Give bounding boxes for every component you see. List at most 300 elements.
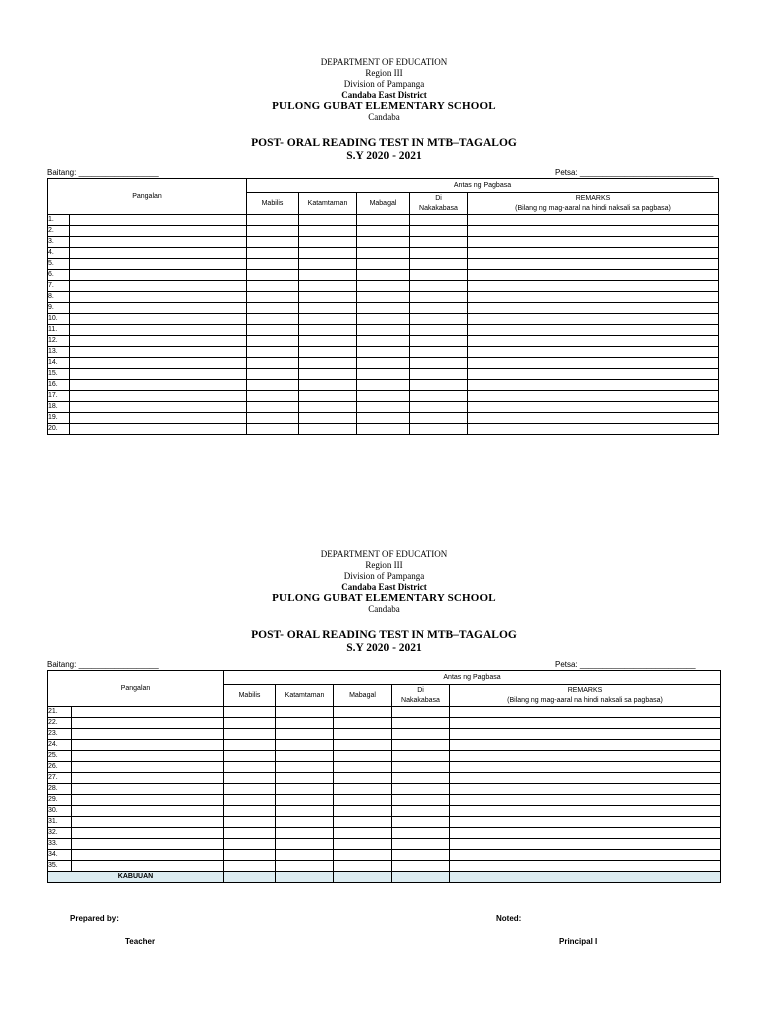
- di-nakakabasa-cell[interactable]: [410, 226, 468, 237]
- row-number: 19.: [48, 413, 70, 424]
- mabilis-cell[interactable]: [247, 369, 299, 380]
- name-cell[interactable]: [70, 226, 247, 237]
- mabilis-cell[interactable]: [224, 795, 276, 806]
- name-cell[interactable]: [70, 325, 247, 336]
- mabagal-cell[interactable]: [357, 325, 410, 336]
- row-number: 15.: [48, 369, 70, 380]
- remarks-cell[interactable]: [468, 303, 719, 314]
- reading-table-2: [47, 670, 721, 883]
- di-nakakabasa-cell[interactable]: [410, 358, 468, 369]
- mabagal-cell[interactable]: [334, 795, 392, 806]
- katamtaman-cell[interactable]: [299, 237, 357, 248]
- mabilis-cell[interactable]: [247, 336, 299, 347]
- remarks-cell[interactable]: [468, 413, 719, 424]
- remarks-cell[interactable]: [468, 380, 719, 391]
- name-cell[interactable]: [70, 380, 247, 391]
- mabagal-cell[interactable]: [357, 336, 410, 347]
- remarks-cell[interactable]: [468, 369, 719, 380]
- mabilis-cell[interactable]: [247, 424, 299, 435]
- katamtaman-cell[interactable]: [276, 828, 334, 839]
- name-cell[interactable]: [72, 861, 224, 872]
- row-number: 16.: [48, 380, 70, 391]
- di-nakakabasa-cell[interactable]: [410, 281, 468, 292]
- katamtaman-cell[interactable]: [299, 424, 357, 435]
- mabilis-cell[interactable]: [247, 292, 299, 303]
- name-cell[interactable]: [72, 806, 224, 817]
- table-row: [48, 259, 719, 270]
- remarks-cell[interactable]: [468, 237, 719, 248]
- mabilis-cell[interactable]: [247, 391, 299, 402]
- mabagal-cell[interactable]: [357, 402, 410, 413]
- remarks-cell[interactable]: [468, 358, 719, 369]
- name-cell[interactable]: [72, 740, 224, 751]
- total-row: [48, 872, 721, 883]
- row-number: 6.: [48, 270, 70, 281]
- di-nakakabasa-cell[interactable]: [392, 751, 450, 762]
- mabilis-cell[interactable]: [224, 828, 276, 839]
- name-cell[interactable]: [72, 773, 224, 784]
- mabilis-cell[interactable]: [247, 402, 299, 413]
- row-number: 29.: [48, 795, 72, 806]
- mabilis-cell[interactable]: [224, 817, 276, 828]
- header-school: PULONG GUBAT ELEMENTARY SCHOOL: [272, 100, 496, 112]
- table-row: [48, 861, 721, 872]
- di-line2: Nakakabasa: [401, 696, 440, 704]
- row-number: 14.: [48, 358, 70, 369]
- di-nakakabasa-cell[interactable]: [410, 314, 468, 325]
- col-header-remarks: [450, 685, 721, 707]
- remarks-cell[interactable]: [450, 806, 721, 817]
- mabilis-cell[interactable]: [247, 303, 299, 314]
- total-label: KABUUAN: [48, 872, 224, 883]
- katamtaman-cell[interactable]: [299, 380, 357, 391]
- mabilis-cell[interactable]: [247, 281, 299, 292]
- mabilis-cell[interactable]: [247, 325, 299, 336]
- mabagal-cell[interactable]: [334, 773, 392, 784]
- table-row: [48, 402, 719, 413]
- mabilis-cell[interactable]: [224, 861, 276, 872]
- katamtaman-cell[interactable]: [299, 259, 357, 270]
- katamtaman-cell[interactable]: [276, 718, 334, 729]
- katamtaman-cell[interactable]: [299, 248, 357, 259]
- mabagal-cell[interactable]: [334, 817, 392, 828]
- title-main: POST- ORAL READING TEST IN MTB–TAGALOG: [251, 137, 517, 149]
- di-nakakabasa-cell[interactable]: [410, 347, 468, 358]
- di-nakakabasa-cell[interactable]: [410, 391, 468, 402]
- col-header-di-nakakabasa: [410, 193, 468, 215]
- remarks-cell[interactable]: [468, 281, 719, 292]
- total-cell[interactable]: [276, 872, 334, 883]
- remarks-cell[interactable]: [450, 784, 721, 795]
- remarks-cell[interactable]: [450, 839, 721, 850]
- di-line1: Di: [435, 194, 442, 202]
- di-nakakabasa-cell[interactable]: [392, 828, 450, 839]
- mabagal-cell[interactable]: [334, 751, 392, 762]
- mabilis-cell[interactable]: [224, 850, 276, 861]
- mabagal-cell[interactable]: [334, 839, 392, 850]
- col-header-katamtaman: Katamtaman: [276, 685, 334, 707]
- mabagal-cell[interactable]: [357, 369, 410, 380]
- mabilis-cell[interactable]: [224, 751, 276, 762]
- row-number: 22.: [48, 718, 72, 729]
- petsa-field: Petsa: ______________________________: [555, 168, 714, 177]
- di-nakakabasa-cell[interactable]: [410, 413, 468, 424]
- row-number: 23.: [48, 729, 72, 740]
- mabagal-cell[interactable]: [357, 259, 410, 270]
- mabagal-cell[interactable]: [357, 314, 410, 325]
- name-cell[interactable]: [70, 281, 247, 292]
- di-nakakabasa-cell[interactable]: [392, 817, 450, 828]
- name-cell[interactable]: [70, 259, 247, 270]
- katamtaman-cell[interactable]: [276, 784, 334, 795]
- mabilis-cell[interactable]: [247, 237, 299, 248]
- di-nakakabasa-cell[interactable]: [392, 762, 450, 773]
- mabagal-cell[interactable]: [334, 718, 392, 729]
- table-row: [48, 281, 719, 292]
- di-nakakabasa-cell[interactable]: [410, 270, 468, 281]
- row-number: 33.: [48, 839, 72, 850]
- mabagal-cell[interactable]: [357, 413, 410, 424]
- di-nakakabasa-cell[interactable]: [410, 369, 468, 380]
- remarks-cell[interactable]: [468, 292, 719, 303]
- baitang-field: Baitang: __________________: [47, 660, 159, 669]
- mabilis-cell[interactable]: [247, 259, 299, 270]
- name-cell[interactable]: [70, 248, 247, 259]
- remarks-line2: (Bilang ng mag-aaral na hindi naksali sa pagbasa): [515, 204, 671, 212]
- mabilis-cell[interactable]: [224, 773, 276, 784]
- katamtaman-cell[interactable]: [276, 707, 334, 718]
- table-row: [48, 784, 721, 795]
- table-row: [48, 237, 719, 248]
- remarks-cell[interactable]: [450, 773, 721, 784]
- mabagal-cell[interactable]: [334, 762, 392, 773]
- di-nakakabasa-cell[interactable]: [392, 718, 450, 729]
- name-cell[interactable]: [70, 347, 247, 358]
- table-row: [48, 358, 719, 369]
- mabilis-cell[interactable]: [224, 839, 276, 850]
- remarks-cell[interactable]: [468, 270, 719, 281]
- name-cell[interactable]: [70, 413, 247, 424]
- di-nakakabasa-cell[interactable]: [410, 424, 468, 435]
- remarks-cell[interactable]: [450, 762, 721, 773]
- row-number: 1.: [48, 215, 70, 226]
- mabagal-cell[interactable]: [334, 806, 392, 817]
- table-row: [48, 850, 721, 861]
- mabagal-cell[interactable]: [334, 707, 392, 718]
- name-cell[interactable]: [70, 336, 247, 347]
- mabagal-cell[interactable]: [357, 303, 410, 314]
- di-nakakabasa-cell[interactable]: [410, 215, 468, 226]
- total-cell[interactable]: [224, 872, 276, 883]
- row-number: 32.: [48, 828, 72, 839]
- mabilis-cell[interactable]: [247, 358, 299, 369]
- mabilis-cell[interactable]: [224, 707, 276, 718]
- name-cell[interactable]: [72, 817, 224, 828]
- name-cell[interactable]: [72, 795, 224, 806]
- mabilis-cell[interactable]: [247, 347, 299, 358]
- mabagal-cell[interactable]: [334, 740, 392, 751]
- name-cell[interactable]: [70, 391, 247, 402]
- name-cell[interactable]: [70, 424, 247, 435]
- mabagal-cell[interactable]: [357, 380, 410, 391]
- di-nakakabasa-cell[interactable]: [392, 795, 450, 806]
- di-nakakabasa-cell[interactable]: [392, 806, 450, 817]
- row-number: 17.: [48, 391, 70, 402]
- mabilis-cell[interactable]: [247, 413, 299, 424]
- mabilis-cell[interactable]: [247, 380, 299, 391]
- mabagal-cell[interactable]: [334, 784, 392, 795]
- table-row: [48, 762, 721, 773]
- title-sy: S.Y 2020 - 2021: [346, 642, 422, 654]
- row-number: 24.: [48, 740, 72, 751]
- di-nakakabasa-cell[interactable]: [410, 303, 468, 314]
- table-row: [48, 325, 719, 336]
- mabilis-cell[interactable]: [247, 314, 299, 325]
- name-cell[interactable]: [70, 369, 247, 380]
- mabilis-cell[interactable]: [224, 729, 276, 740]
- di-nakakabasa-cell[interactable]: [410, 380, 468, 391]
- col-header-pangalan: Pangalan: [48, 179, 247, 215]
- form-title: [0, 137, 768, 163]
- name-cell[interactable]: [72, 762, 224, 773]
- name-cell[interactable]: [70, 215, 247, 226]
- name-cell[interactable]: [70, 314, 247, 325]
- mabagal-cell[interactable]: [357, 215, 410, 226]
- katamtaman-cell[interactable]: [276, 806, 334, 817]
- mabagal-cell[interactable]: [357, 391, 410, 402]
- katamtaman-cell[interactable]: [299, 402, 357, 413]
- di-line2: Nakakabasa: [419, 204, 458, 212]
- name-cell[interactable]: [70, 270, 247, 281]
- mabagal-cell[interactable]: [357, 270, 410, 281]
- table-body-1: [48, 215, 719, 435]
- remarks-cell[interactable]: [450, 795, 721, 806]
- row-number: 4.: [48, 248, 70, 259]
- remarks-cell[interactable]: [468, 259, 719, 270]
- katamtaman-cell[interactable]: [299, 336, 357, 347]
- name-cell[interactable]: [72, 828, 224, 839]
- table-row: [48, 806, 721, 817]
- table-row: [48, 391, 719, 402]
- mabagal-cell[interactable]: [357, 358, 410, 369]
- remarks-cell[interactable]: [468, 325, 719, 336]
- mabagal-cell[interactable]: [357, 248, 410, 259]
- mabagal-cell[interactable]: [357, 237, 410, 248]
- katamtaman-cell[interactable]: [299, 325, 357, 336]
- katamtaman-cell[interactable]: [299, 215, 357, 226]
- name-cell[interactable]: [70, 402, 247, 413]
- row-number: 26.: [48, 762, 72, 773]
- mabilis-cell[interactable]: [224, 784, 276, 795]
- table-row: [48, 707, 721, 718]
- katamtaman-cell[interactable]: [299, 292, 357, 303]
- remarks-cell[interactable]: [468, 336, 719, 347]
- remarks-cell[interactable]: [468, 391, 719, 402]
- total-cell[interactable]: [450, 872, 721, 883]
- header-district: Candaba East District: [341, 582, 427, 592]
- table-row: [48, 270, 719, 281]
- mabilis-cell[interactable]: [224, 740, 276, 751]
- katamtaman-cell[interactable]: [276, 751, 334, 762]
- mabilis-cell[interactable]: [247, 270, 299, 281]
- row-number: 11.: [48, 325, 70, 336]
- row-number: 2.: [48, 226, 70, 237]
- header-district: Candaba East District: [341, 90, 427, 100]
- katamtaman-cell[interactable]: [276, 762, 334, 773]
- mabilis-cell[interactable]: [247, 226, 299, 237]
- row-number: 13.: [48, 347, 70, 358]
- remarks-cell[interactable]: [450, 707, 721, 718]
- di-nakakabasa-cell[interactable]: [410, 336, 468, 347]
- katamtaman-cell[interactable]: [276, 729, 334, 740]
- header-region: Region III: [365, 560, 403, 570]
- di-line1: Di: [417, 686, 424, 694]
- katamtaman-cell[interactable]: [299, 358, 357, 369]
- table-row: [48, 817, 721, 828]
- remarks-cell[interactable]: [468, 248, 719, 259]
- di-nakakabasa-cell[interactable]: [410, 402, 468, 413]
- katamtaman-cell[interactable]: [299, 226, 357, 237]
- katamtaman-cell[interactable]: [299, 391, 357, 402]
- col-header-mabilis: Mabilis: [224, 685, 276, 707]
- mabagal-cell[interactable]: [334, 861, 392, 872]
- mabilis-cell[interactable]: [247, 215, 299, 226]
- total-cell[interactable]: [392, 872, 450, 883]
- name-cell[interactable]: [72, 839, 224, 850]
- name-cell[interactable]: [70, 237, 247, 248]
- mabagal-cell[interactable]: [357, 347, 410, 358]
- remarks-cell[interactable]: [450, 817, 721, 828]
- table-row: [48, 215, 719, 226]
- katamtaman-cell[interactable]: [299, 347, 357, 358]
- remarks-cell[interactable]: [450, 828, 721, 839]
- mabilis-cell[interactable]: [224, 762, 276, 773]
- di-nakakabasa-cell[interactable]: [410, 292, 468, 303]
- table-row: [48, 773, 721, 784]
- remarks-cell[interactable]: [450, 861, 721, 872]
- di-nakakabasa-cell[interactable]: [392, 784, 450, 795]
- katamtaman-cell[interactable]: [299, 369, 357, 380]
- table-row: [48, 424, 719, 435]
- table-row: [48, 303, 719, 314]
- table-row: [48, 336, 719, 347]
- katamtaman-cell[interactable]: [299, 270, 357, 281]
- katamtaman-cell[interactable]: [276, 817, 334, 828]
- katamtaman-cell[interactable]: [276, 839, 334, 850]
- mabilis-cell[interactable]: [247, 248, 299, 259]
- total-cell[interactable]: [334, 872, 392, 883]
- remarks-cell[interactable]: [468, 314, 719, 325]
- col-header-mabagal: Mabagal: [334, 685, 392, 707]
- principal-label: Principal I: [559, 937, 598, 946]
- header-division: Division of Pampanga: [343, 79, 425, 89]
- remarks-cell[interactable]: [450, 740, 721, 751]
- katamtaman-cell[interactable]: [276, 850, 334, 861]
- remarks-cell[interactable]: [468, 215, 719, 226]
- table-row: [48, 248, 719, 259]
- katamtaman-cell[interactable]: [299, 314, 357, 325]
- mabagal-cell[interactable]: [334, 850, 392, 861]
- row-number: 34.: [48, 850, 72, 861]
- katamtaman-cell[interactable]: [299, 413, 357, 424]
- remarks-cell[interactable]: [468, 424, 719, 435]
- row-number: 30.: [48, 806, 72, 817]
- di-nakakabasa-cell[interactable]: [392, 861, 450, 872]
- table-row: [48, 369, 719, 380]
- mabilis-cell[interactable]: [224, 806, 276, 817]
- katamtaman-cell[interactable]: [299, 303, 357, 314]
- row-number: 20.: [48, 424, 70, 435]
- mabagal-cell[interactable]: [334, 729, 392, 740]
- remarks-cell[interactable]: [450, 850, 721, 861]
- di-nakakabasa-cell[interactable]: [392, 773, 450, 784]
- di-nakakabasa-cell[interactable]: [410, 259, 468, 270]
- remarks-cell[interactable]: [468, 347, 719, 358]
- di-nakakabasa-cell[interactable]: [410, 325, 468, 336]
- mabagal-cell[interactable]: [357, 226, 410, 237]
- remarks-line1: REMARKS: [567, 686, 603, 694]
- col-header-mabagal: Mabagal: [357, 193, 410, 215]
- di-nakakabasa-cell[interactable]: [392, 740, 450, 751]
- di-nakakabasa-cell[interactable]: [392, 729, 450, 740]
- mabagal-cell[interactable]: [357, 424, 410, 435]
- remarks-cell[interactable]: [468, 402, 719, 413]
- di-nakakabasa-cell[interactable]: [410, 237, 468, 248]
- name-cell[interactable]: [70, 303, 247, 314]
- name-cell[interactable]: [72, 729, 224, 740]
- name-cell[interactable]: [70, 358, 247, 369]
- katamtaman-cell[interactable]: [276, 861, 334, 872]
- table-row: [48, 828, 721, 839]
- row-number: 10.: [48, 314, 70, 325]
- di-nakakabasa-cell[interactable]: [392, 839, 450, 850]
- name-cell[interactable]: [72, 751, 224, 762]
- name-cell[interactable]: [72, 850, 224, 861]
- mabagal-cell[interactable]: [357, 281, 410, 292]
- di-nakakabasa-cell[interactable]: [410, 248, 468, 259]
- mabagal-cell[interactable]: [334, 828, 392, 839]
- row-number: 25.: [48, 751, 72, 762]
- reading-table-1: [47, 178, 719, 435]
- name-cell[interactable]: [72, 784, 224, 795]
- header-town: Candaba: [368, 112, 400, 122]
- katamtaman-cell[interactable]: [276, 740, 334, 751]
- mabagal-cell[interactable]: [357, 292, 410, 303]
- katamtaman-cell[interactable]: [276, 773, 334, 784]
- di-nakakabasa-cell[interactable]: [392, 707, 450, 718]
- table-row: [48, 740, 721, 751]
- remarks-cell[interactable]: [450, 751, 721, 762]
- row-number: 28.: [48, 784, 72, 795]
- remarks-cell[interactable]: [450, 729, 721, 740]
- remarks-cell[interactable]: [468, 226, 719, 237]
- teacher-label: Teacher: [125, 937, 156, 946]
- remarks-line2: (Bilang ng mag-aaral na hindi naksali sa pagbasa): [507, 696, 663, 704]
- row-number: 31.: [48, 817, 72, 828]
- name-cell[interactable]: [72, 718, 224, 729]
- header-town: Candaba: [368, 604, 400, 614]
- remarks-cell[interactable]: [450, 718, 721, 729]
- table-row: [48, 347, 719, 358]
- katamtaman-cell[interactable]: [299, 281, 357, 292]
- katamtaman-cell[interactable]: [276, 795, 334, 806]
- name-cell[interactable]: [72, 707, 224, 718]
- form-title: [0, 629, 768, 655]
- name-cell[interactable]: [70, 292, 247, 303]
- mabilis-cell[interactable]: [224, 718, 276, 729]
- di-nakakabasa-cell[interactable]: [392, 850, 450, 861]
- title-sy: S.Y 2020 - 2021: [346, 150, 422, 162]
